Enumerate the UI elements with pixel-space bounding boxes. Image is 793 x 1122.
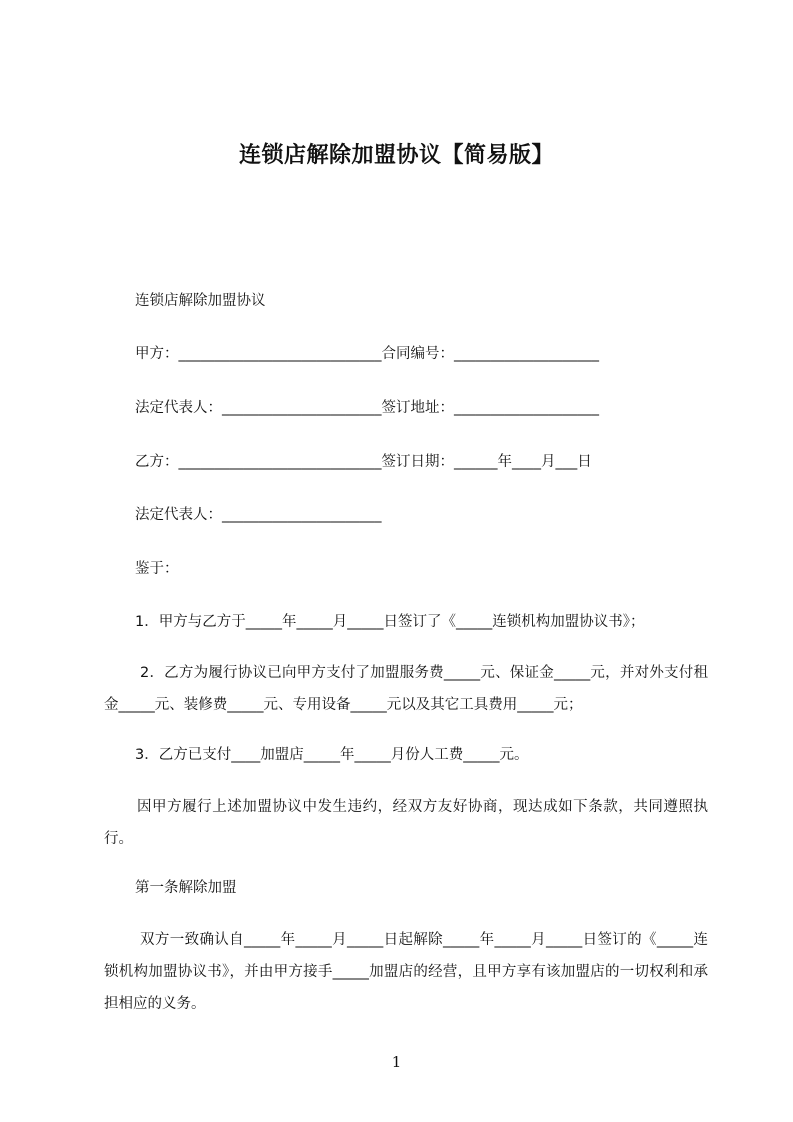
negotiation-paragraph: 因甲方履行上述加盟协议中发生违约，经双方友好协商，现达成如下条款，共同遵照执行。 (104, 799, 708, 847)
legal-rep-a-line: 法定代表人：______________________签订地址：____________________ (135, 400, 599, 416)
page-number: 1 (391, 1053, 402, 1071)
article-1-title: 第一条解除加盟 (135, 880, 237, 896)
party-b-line: 乙方：____________________________签订日期：______年____月___日 (135, 454, 592, 470)
agreement-subtitle: 连锁店解除加盟协议 (135, 293, 266, 309)
party-a-line: 甲方：____________________________合同编号：____________________ (135, 346, 599, 362)
whereas-item-2: 2．乙方为履行协议已向甲方支付了加盟服务费_____元、保证金_____元，并对外支付租金_____元、装修费_____元、专用设备_____元以及其它工具费用_____元； (104, 665, 708, 713)
whereas-heading: 鉴于： (135, 561, 179, 577)
whereas-item-3: 3．乙方已支付____加盟店_____年_____月份人工费_____元。 (135, 747, 529, 763)
article-1-body: 双方一致确认自_____年_____月_____日起解除_____年_____月_____日签订的《_____连锁机构加盟协议书》，并由甲方接手_____加盟店的经营，且甲方享有该加盟店的一切权利和承担相应的义务。 (104, 932, 708, 1012)
whereas-item-1: 1．甲方与乙方于_____年_____月_____日签订了《_____连锁机构加盟协议书》； (135, 614, 645, 630)
document-title: 连锁店解除加盟协议【简易版】 (238, 143, 554, 168)
legal-rep-b-line: 法定代表人：______________________ (135, 507, 382, 523)
